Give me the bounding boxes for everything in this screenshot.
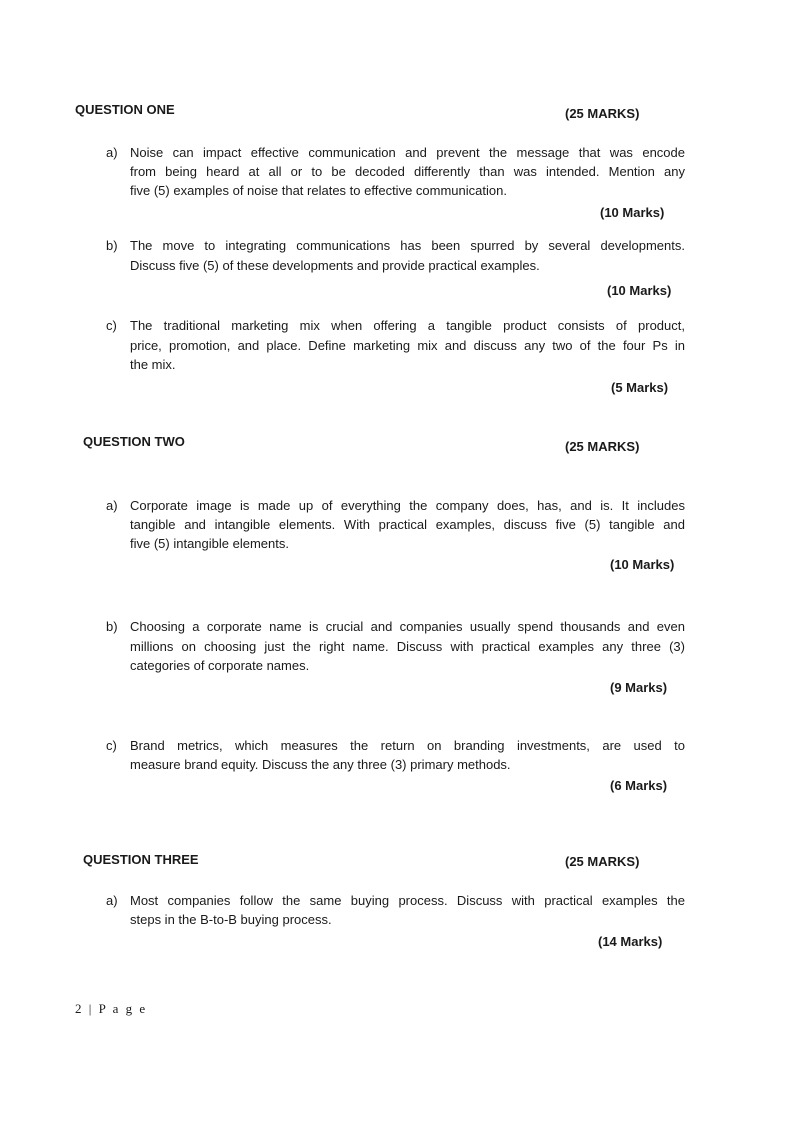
item-label: a) xyxy=(106,145,118,160)
item-marks: (10 Marks) xyxy=(607,283,672,298)
item-label: b) xyxy=(106,238,118,253)
question-text-line: categories of corporate names. xyxy=(130,658,310,673)
question-three-heading: QUESTION THREE xyxy=(83,852,199,867)
question-text-line: five (5) intangible elements. xyxy=(130,536,289,551)
item-marks: (10 Marks) xyxy=(610,557,675,572)
question-text-line: five (5) examples of noise that relates to effective communication. xyxy=(130,183,507,198)
item-marks: (6 Marks) xyxy=(610,778,668,793)
question-text-line: measure brand equity. Discuss the any three (3) primary methods. xyxy=(130,757,511,772)
question-text-line: The traditional marketing mix when offering a tangible product consists of product, xyxy=(130,318,685,333)
item-marks: (14 Marks) xyxy=(598,934,663,949)
question-two-heading: QUESTION TWO xyxy=(83,434,185,449)
question-text-line: tangible and intangible elements. With practical examples, discuss five (5) tangible and xyxy=(130,517,685,532)
question-text-line: the mix. xyxy=(130,357,176,372)
item-marks: (5 Marks) xyxy=(611,380,669,395)
item-label: b) xyxy=(106,619,118,634)
page-number-footer: 2 | P a g e xyxy=(75,1001,148,1016)
question-one-marks: (25 MARKS) xyxy=(565,106,640,121)
question-text-line: Choosing a corporate name is crucial and companies usually spend thousands and even xyxy=(130,619,685,634)
item-label: a) xyxy=(106,893,118,908)
question-text-line: steps in the B-to-B buying process. xyxy=(130,912,332,927)
question-text-line: price, promotion, and place. Define marketing mix and discuss any two of the four Ps in xyxy=(130,338,685,353)
question-text-line: Corporate image is made up of everything the company does, has, and is. It includes xyxy=(130,498,685,513)
question-text-line: Brand metrics, which measures the return on branding investments, are used to xyxy=(130,738,685,753)
item-marks: (10 Marks) xyxy=(600,205,665,220)
item-label: a) xyxy=(106,498,118,513)
question-text-line: Discuss five (5) of these developments and provide practical examples. xyxy=(130,258,540,273)
item-label: c) xyxy=(106,738,117,753)
question-text-line: Noise can impact effective communication and prevent the message that was encode xyxy=(130,145,685,160)
question-three-marks: (25 MARKS) xyxy=(565,854,640,869)
item-marks: (9 Marks) xyxy=(610,680,668,695)
question-text-line: The move to integrating communications has been spurred by several developments. xyxy=(130,238,685,253)
item-label: c) xyxy=(106,318,117,333)
question-text-line: millions on choosing just the right name. Discuss with practical examples any three (3) xyxy=(130,639,685,654)
question-text-line: Most companies follow the same buying process. Discuss with practical examples the xyxy=(130,893,685,908)
question-two-marks: (25 MARKS) xyxy=(565,439,640,454)
question-one-heading: QUESTION ONE xyxy=(75,102,175,117)
question-text-line: from being heard at all or to be decoded differently than was intended. Mention any xyxy=(130,164,685,179)
